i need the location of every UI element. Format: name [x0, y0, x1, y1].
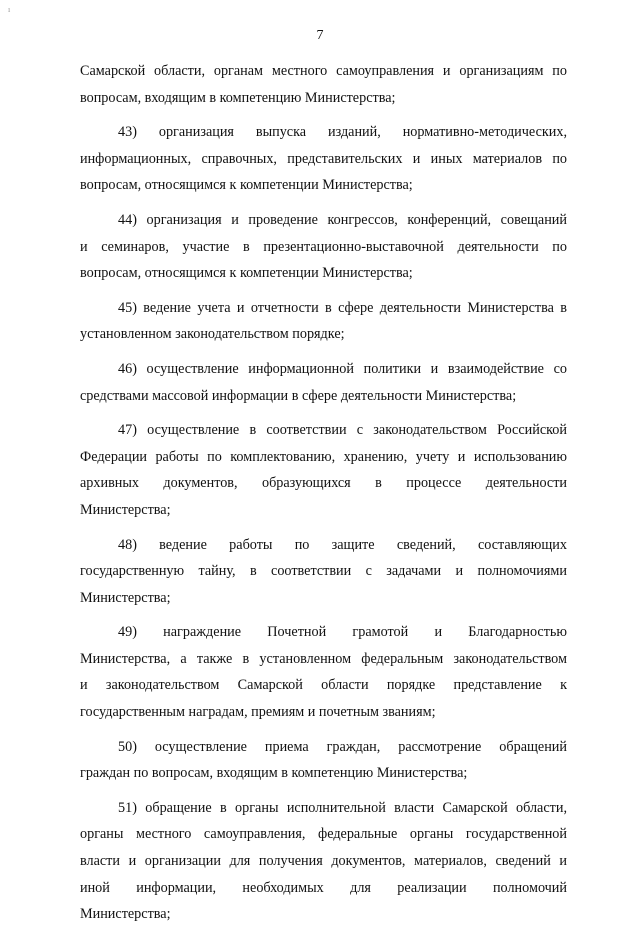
paragraph-p46	[80, 356, 567, 409]
text-line: государственную тайну, в соответствии с задачами и полномочиями	[80, 563, 567, 580]
text-line: Министерства;	[80, 906, 171, 923]
text-line: Министерства;	[80, 501, 171, 518]
text-line: 50) осуществление приема граждан, рассмотрение обращений	[118, 738, 567, 755]
paragraph-p48	[80, 532, 567, 612]
text-line: вопросам, относящимся к компетенции Министерства;	[80, 177, 413, 194]
paragraph-p44	[80, 207, 567, 287]
text-line: органы местного самоуправления, федеральные органы государственной	[80, 826, 567, 843]
text-line: иной информации, необходимых для реализации полномочий	[80, 879, 567, 896]
paragraph-p45	[80, 295, 567, 348]
paragraph-cont	[80, 58, 567, 111]
body-text	[80, 58, 567, 936]
text-line: вопросам, входящим в компетенцию Министерства;	[80, 89, 396, 106]
text-line: власти и организации для получения документов, материалов, сведений и	[80, 853, 567, 870]
text-line: 45) ведение учета и отчетности в сфере деятельности Министерства в	[118, 299, 567, 316]
text-line: и семинаров, участие в презентационно-выставочной деятельности по	[80, 238, 567, 255]
scan-mark: ı	[8, 5, 11, 14]
text-line: средствами массовой информации в сфере деятельности Министерства;	[80, 387, 517, 404]
text-line: граждан по вопросам, входящим в компетенцию Министерства;	[80, 765, 468, 782]
text-line: Федерации работы по комплектованию, хранению, учету и использованию	[80, 448, 567, 465]
text-line: установленном законодательством порядке;	[80, 326, 345, 343]
text-line: 46) осуществление информационной политики и взаимодействие со	[118, 360, 567, 377]
text-line: вопросам, относящимся к компетенции Министерства;	[80, 265, 413, 282]
text-line: архивных документов, образующихся в процессе деятельности	[80, 475, 567, 492]
text-line: государственным наградам, премиям и почетным званиям;	[80, 704, 436, 721]
text-line: Министерства, а также в установленном федеральным законодательством	[80, 650, 567, 667]
text-line: 49) награждение Почетной грамотой и Благодарностью	[118, 624, 567, 641]
page-number: 7	[316, 28, 324, 43]
paragraph-p43	[80, 119, 567, 199]
paragraph-p49	[80, 619, 567, 725]
paragraph-p47	[80, 417, 567, 523]
paragraph-p50	[80, 734, 567, 787]
text-line: 48) ведение работы по защите сведений, составляющих	[118, 536, 567, 553]
text-line: 43) организация выпуска изданий, нормативно-методических,	[118, 124, 567, 141]
text-line: 51) обращение в органы исполнительной власти Самарской области,	[118, 799, 567, 816]
text-line: и законодательством Самарской области порядке представление к	[80, 677, 567, 694]
text-line: Министерства;	[80, 589, 171, 606]
text-line: информационных, справочных, представительских и иных материалов по	[80, 150, 567, 167]
paragraph-p51	[80, 795, 567, 928]
text-line: 44) организация и проведение конгрессов, конференций, совещаний	[118, 211, 567, 228]
text-line: Самарской области, органам местного самоуправления и организациям по	[80, 63, 567, 79]
text-line: 47) осуществление в соответствии с законодательством Российской	[118, 422, 567, 439]
